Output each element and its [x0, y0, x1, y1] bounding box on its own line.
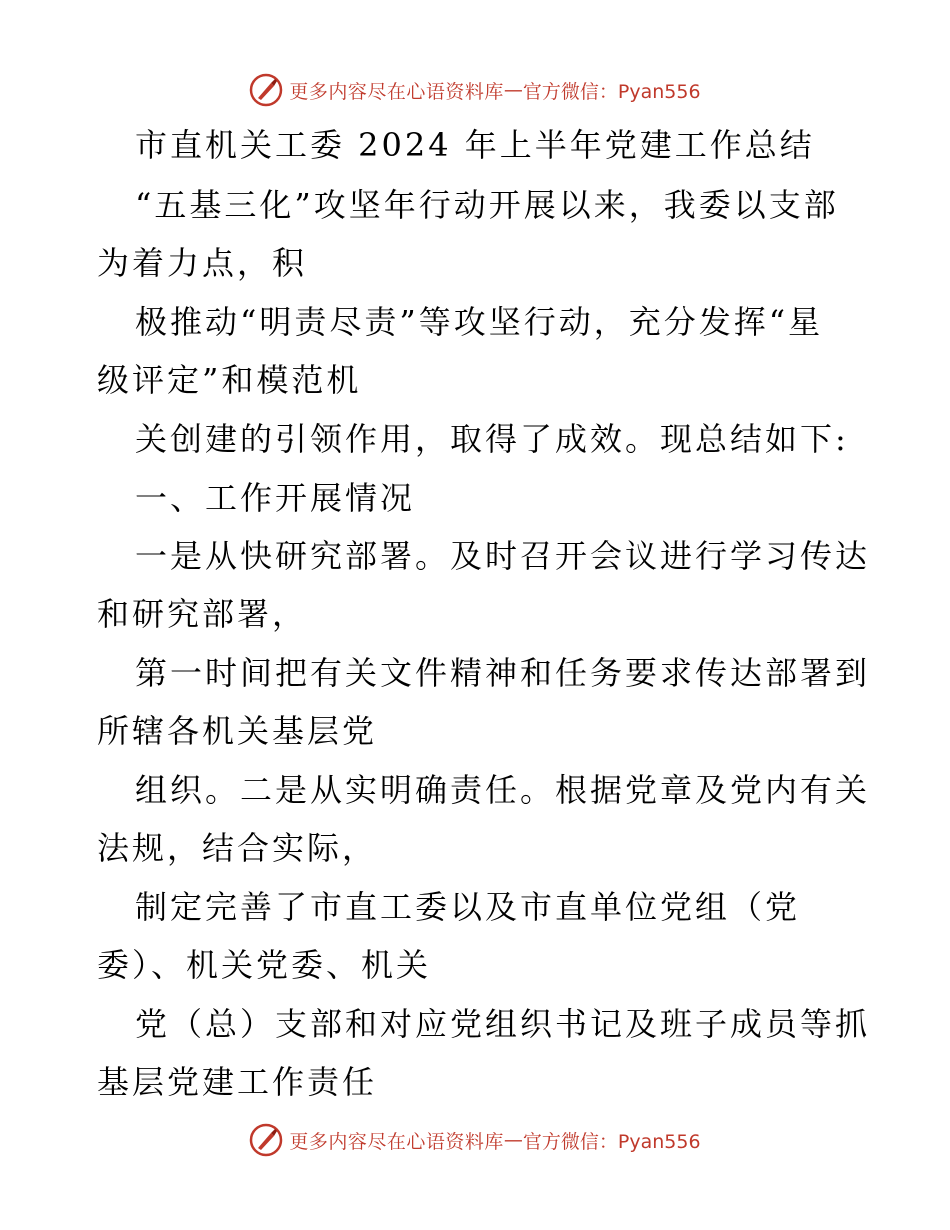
watermark-brand: 更多内容尽在心语资料库: [289, 1130, 504, 1153]
watermark-brand: 更多内容尽在心语资料库: [289, 80, 504, 103]
paragraph-line: 为着力点，积: [97, 244, 308, 282]
paragraph-line: 和研究部署，: [97, 595, 308, 633]
watermark-dash: —: [503, 79, 523, 101]
paragraph-line: 法规，结合实际，: [97, 829, 378, 867]
paragraph-line: 制定完善了市直工委以及市直单位党组（党: [135, 888, 801, 926]
paragraph-line: “五基三化”攻坚年行动开展以来，我委以支部: [135, 186, 839, 224]
section-heading: 一、工作开展情况: [135, 479, 416, 517]
paragraph-line: 关创建的引领作用，取得了成效。现总结如下:: [135, 420, 849, 458]
watermark-wechat: 官方微信：Pyan556: [522, 80, 701, 103]
paragraph-line: 级评定”和模范机: [97, 361, 362, 399]
paragraph-line: 一是从快研究部署。及时召开会议进行学习传达: [135, 537, 871, 575]
watermark-dash: —: [503, 1129, 523, 1151]
watermark-wechat: 官方微信：Pyan556: [522, 1130, 701, 1153]
paragraph-line: 委）、机关党委、机关: [97, 946, 432, 984]
paragraph-line: 所辖各机关基层党: [97, 712, 378, 750]
paragraph-line: 党（总）支部和对应党组织书记及班子成员等抓: [135, 1005, 871, 1043]
paragraph-line: 组织。二是从实明确责任。根据党章及党内有关: [135, 771, 871, 809]
quill-pen-logo-icon: [249, 1123, 283, 1157]
paragraph-line: 基层党建工作责任: [97, 1063, 378, 1101]
footer-watermark: [0, 1120, 950, 1160]
paragraph-line: 极推动“明责尽责”等攻坚行动，充分发挥“星: [135, 303, 824, 341]
document-title: 市直机关工委 2024 年上半年党建工作总结: [135, 126, 815, 164]
paragraph-line: 第一时间把有关文件精神和任务要求传达部署到: [135, 654, 871, 692]
